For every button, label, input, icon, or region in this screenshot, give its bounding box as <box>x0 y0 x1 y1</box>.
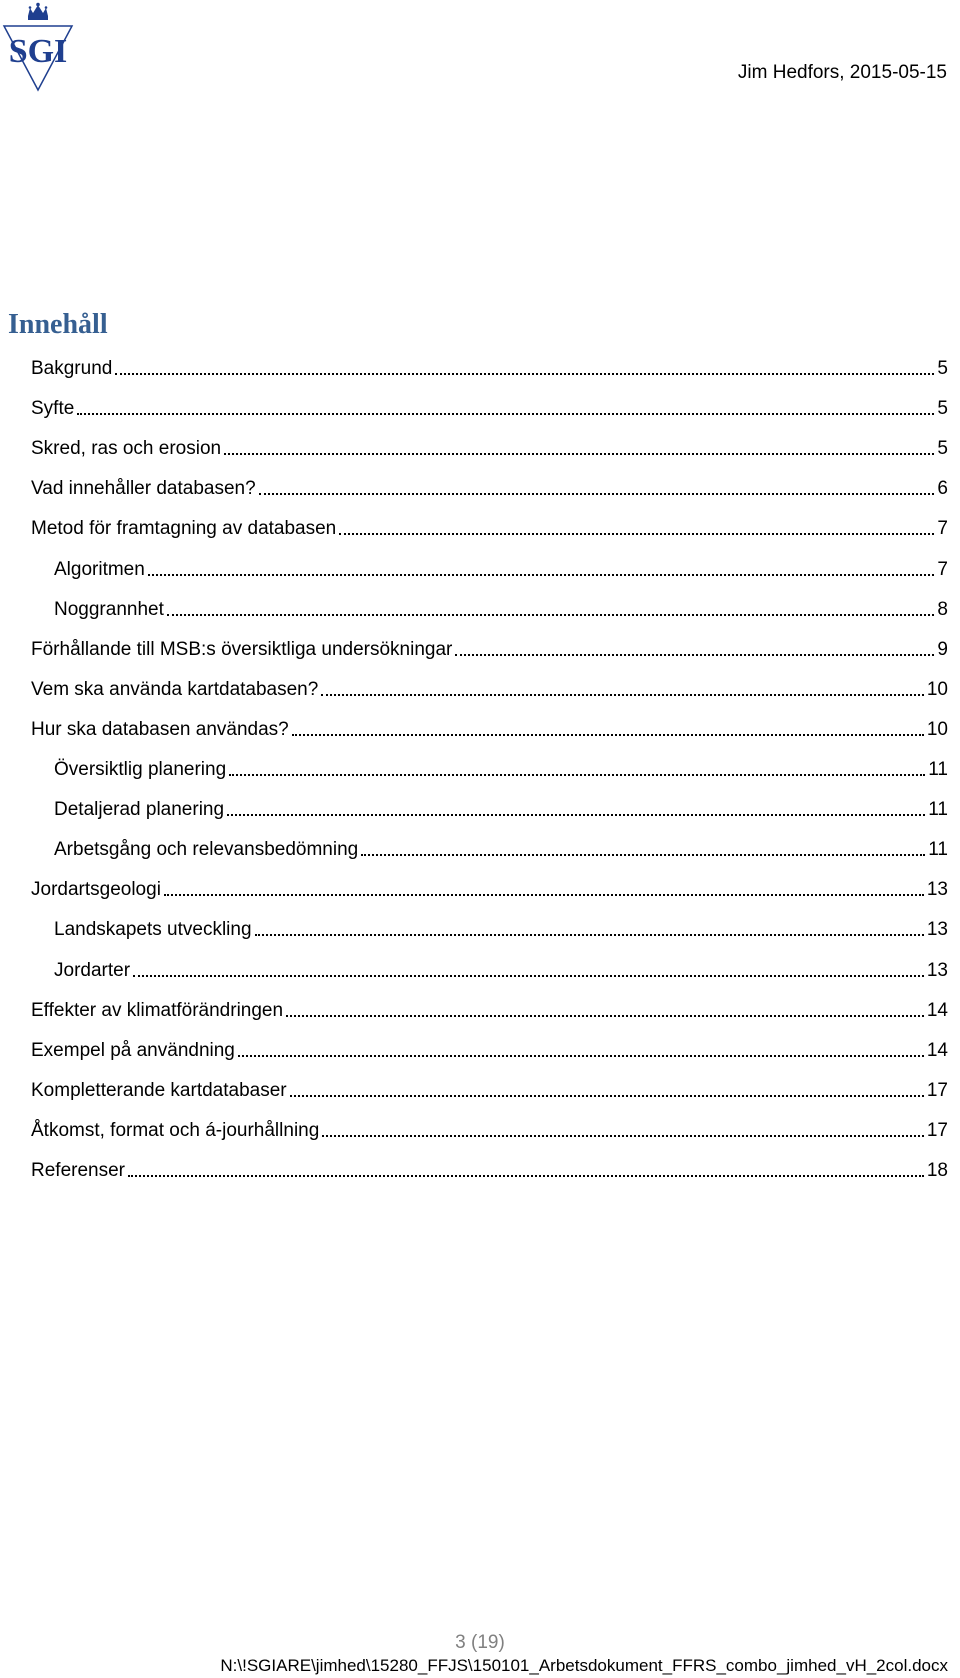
toc-leader-dots <box>259 493 935 495</box>
toc-entry[interactable] <box>31 510 948 540</box>
toc-entry-label: Metod för framtagning av databasen <box>31 518 337 540</box>
toc-entry-label: Referenser <box>31 1160 125 1181</box>
toc-leader-dots <box>167 614 935 616</box>
toc-entry-label: Bakgrund <box>31 358 113 379</box>
toc-entry-label: Åtkomst, format och á-jourhållning <box>31 1119 320 1141</box>
toc-entry-page: 10 <box>926 678 948 700</box>
toc-entry-page: 8 <box>937 598 948 620</box>
toc-entry-page: 11 <box>928 839 948 861</box>
logo-text: SGI <box>8 33 68 70</box>
toc-leader-dots <box>292 734 924 736</box>
toc-leader-dots <box>229 774 925 776</box>
toc-entry[interactable] <box>31 671 948 701</box>
toc-entry[interactable] <box>54 551 948 581</box>
toc-leader-dots <box>286 1015 924 1017</box>
sgi-logo-emblem <box>2 2 74 92</box>
toc-entry-page: 11 <box>928 799 948 821</box>
toc-entry-label: Arbetsgång och relevansbedömning <box>54 839 359 861</box>
toc-entry-label: Översiktlig planering <box>54 759 227 780</box>
toc-entry-page: 9 <box>937 638 948 660</box>
toc-entry[interactable] <box>31 711 948 741</box>
toc-entry-label: Jordartsgeologi <box>31 879 161 901</box>
toc-entry-page: 17 <box>926 1079 948 1101</box>
toc-entry-page: 7 <box>937 558 948 580</box>
toc-entry[interactable] <box>54 911 948 941</box>
toc-entry-page: 5 <box>937 398 948 420</box>
toc-entry-page: 11 <box>928 759 948 780</box>
toc-title: Innehåll <box>8 309 108 340</box>
toc-entry-page: 5 <box>937 358 948 379</box>
toc-leader-dots <box>227 814 925 816</box>
header-author-date: Jim Hedfors, 2015-05-15 <box>737 62 947 83</box>
toc-entry-label: Skred, ras och erosion <box>31 438 222 460</box>
toc-entry[interactable] <box>31 470 948 500</box>
toc-entry-label: Effekter av klimatförändringen <box>31 999 284 1021</box>
toc-leader-dots <box>115 373 934 375</box>
toc-entry[interactable] <box>31 992 948 1022</box>
toc-entry[interactable] <box>31 430 948 460</box>
toc-entry[interactable] <box>54 791 948 821</box>
toc-leader-dots <box>339 533 934 535</box>
toc-entry[interactable] <box>54 591 948 621</box>
toc-entry-page: 13 <box>926 959 948 981</box>
toc-leader-dots <box>321 694 924 696</box>
toc-entry[interactable] <box>31 350 948 380</box>
toc-entry-label: Syfte <box>31 398 75 420</box>
toc-entry[interactable] <box>31 1032 948 1062</box>
toc-leader-dots <box>224 453 934 455</box>
toc-entry-page: 18 <box>926 1160 948 1181</box>
toc-entry-label: Landskapets utveckling <box>54 919 252 941</box>
toc-leader-dots <box>164 894 924 896</box>
toc-entry[interactable] <box>31 1152 948 1182</box>
toc-leader-dots <box>133 975 924 977</box>
toc-entry-page: 17 <box>926 1119 948 1141</box>
toc-entry[interactable] <box>31 1072 948 1102</box>
toc-leader-dots <box>290 1095 924 1097</box>
toc-leader-dots <box>322 1135 924 1137</box>
toc-entry[interactable] <box>54 952 948 982</box>
toc-entry-label: Vem ska använda kartdatabasen? <box>31 678 319 700</box>
toc-entry[interactable] <box>31 871 948 901</box>
toc-entry-page: 13 <box>926 879 948 901</box>
toc-leader-dots <box>255 934 924 936</box>
toc-entry-label: Vad innehåller databasen? <box>31 478 256 500</box>
toc-entry-page: 13 <box>926 919 948 941</box>
toc-entry-page: 7 <box>937 518 948 540</box>
toc-entry[interactable] <box>31 390 948 420</box>
sgi-logo <box>2 2 74 92</box>
toc-entry[interactable] <box>54 831 948 861</box>
toc-entry[interactable] <box>54 751 948 781</box>
toc-leader-dots <box>238 1055 924 1057</box>
toc-leader-dots <box>148 574 935 576</box>
toc-entry-label: Noggrannhet <box>54 598 164 620</box>
toc-entry-label: Kompletterande kartdatabaser <box>31 1079 287 1101</box>
toc-entry[interactable] <box>31 1112 948 1142</box>
toc-entry-label: Exempel på användning <box>31 1039 235 1061</box>
toc-entry-label: Förhållande till MSB:s översiktliga undersökningar <box>31 638 453 660</box>
toc-entry-page: 14 <box>926 1039 948 1061</box>
toc-leader-dots <box>361 854 925 856</box>
toc-entry-label: Detaljerad planering <box>54 799 225 821</box>
toc-entry-page: 5 <box>937 438 948 460</box>
toc-leader-dots <box>128 1175 924 1177</box>
toc-entry-label: Hur ska databasen användas? <box>31 718 289 740</box>
page-number: 3 (19) <box>455 1632 505 1653</box>
toc-leader-dots <box>455 654 934 656</box>
toc-entry-page: 10 <box>926 718 948 740</box>
toc-entry-label: Algoritmen <box>54 558 145 580</box>
footer-file-path: N:\!SGIARE\jimhed\15280_FFJS\150101_Arbetsdokument_FFRS_combo_jimhed_vH_2col.docx <box>220 1656 948 1675</box>
toc-entry-label: Jordarter <box>54 959 131 981</box>
toc-entry-page: 6 <box>937 478 948 500</box>
toc-entry-page: 14 <box>926 999 948 1021</box>
toc-leader-dots <box>77 413 934 415</box>
toc-entry[interactable] <box>31 631 948 661</box>
